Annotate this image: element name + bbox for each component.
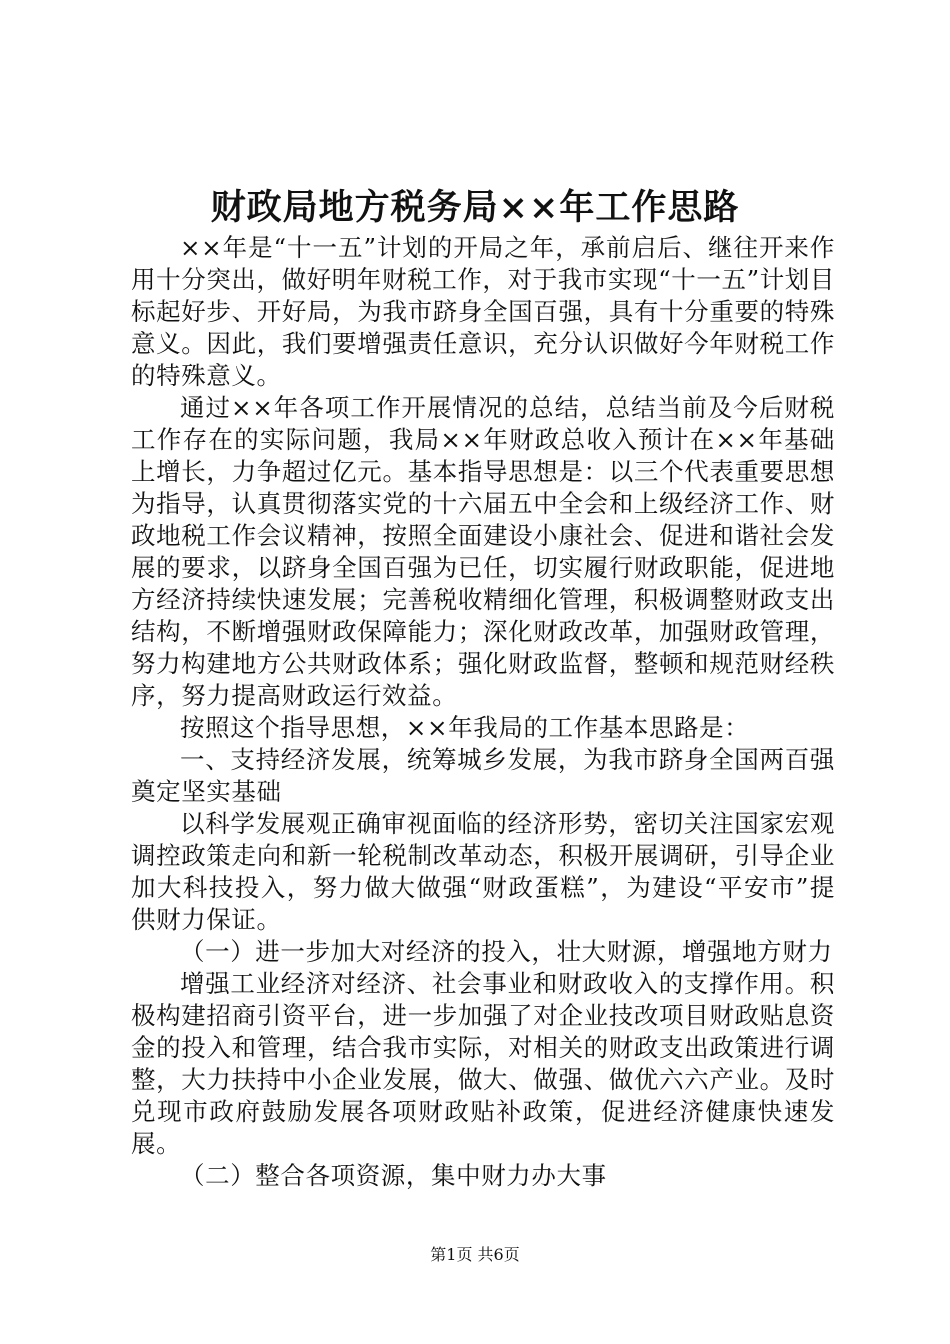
section-heading-1: 一、支持经济发展，统筹城乡发展，为我市跻身全国两百强奠定坚实基础 [131, 745, 835, 806]
paragraph-intro: ××年是“十一五”计划的开局之年，承前启后、继往开来作用十分突出，做好明年财税工作，对于我市实现“十一五”计划目标起好步、开好局，为我市跻身全国百强，具有十分重要的特殊意义。因此，我们要增强责任意识，充分认识做好今年财税工作的特殊意义。 [131, 233, 835, 390]
paragraph-guiding-thought: 通过××年各项工作开展情况的总结，总结当前及今后财税工作存在的实际问题，我局××年财政总收入预计在××年基础上增长，力争超过亿元。基本指导思想是：以三个代表重要思想为指导，认真贯彻落实党的十六届五中全会和上级经济工作、财政地税工作会议精神，按照全面建设小康社会、促进和谐社会发展的要求，以跻身全国百强为已任，切实履行财政职能，促进地方经济持续快速发展；完善税收精细化管理，积极调整财政支出结构，不断增强财政保障能力；深化财政改革，加强财政管理，努力构建地方公共财政体系；强化财政监督，整顿和规范财经秩序，努力提高财政运行效益。 [131, 393, 835, 710]
sub-heading-2: （二）整合各项资源，集中财力办大事 [180, 1161, 607, 1190]
paragraph-sub-1: 增强工业经济对经济、社会事业和财政收入的支撑作用。积极构建招商引资平台，进一步加强了对企业技改项目财政贴息资金的投入和管理，结合我市实际，对相关的财政支出政策进行调整，大力扶持中小企业发展，做大、做强、做优六六产业。及时兑现市政府鼓励发展各项财政贴补政策，促进经济健康快速发展。 [131, 969, 835, 1158]
paragraph-section-1: 以科学发展观正确审视面临的经济形势，密切关注国家宏观调控政策走向和新一轮税制改革动态，积极开展调研，引导企业加大科技投入，努力做大做强“财政蛋糕”，为建设“平安市”提供财力保证。 [131, 809, 835, 934]
paragraph-basic-approach: 按照这个指导思想，××年我局的工作基本思路是： [180, 713, 750, 742]
page-number-footer: 第1页 共6页 [430, 1245, 520, 1264]
sub-heading-1: （一）进一步加大对经济的投入，壮大财源，增强地方财力 [180, 937, 833, 966]
document-body [131, 232, 835, 1192]
document-title: 财政局地方税务局××年工作思路 [210, 187, 740, 228]
